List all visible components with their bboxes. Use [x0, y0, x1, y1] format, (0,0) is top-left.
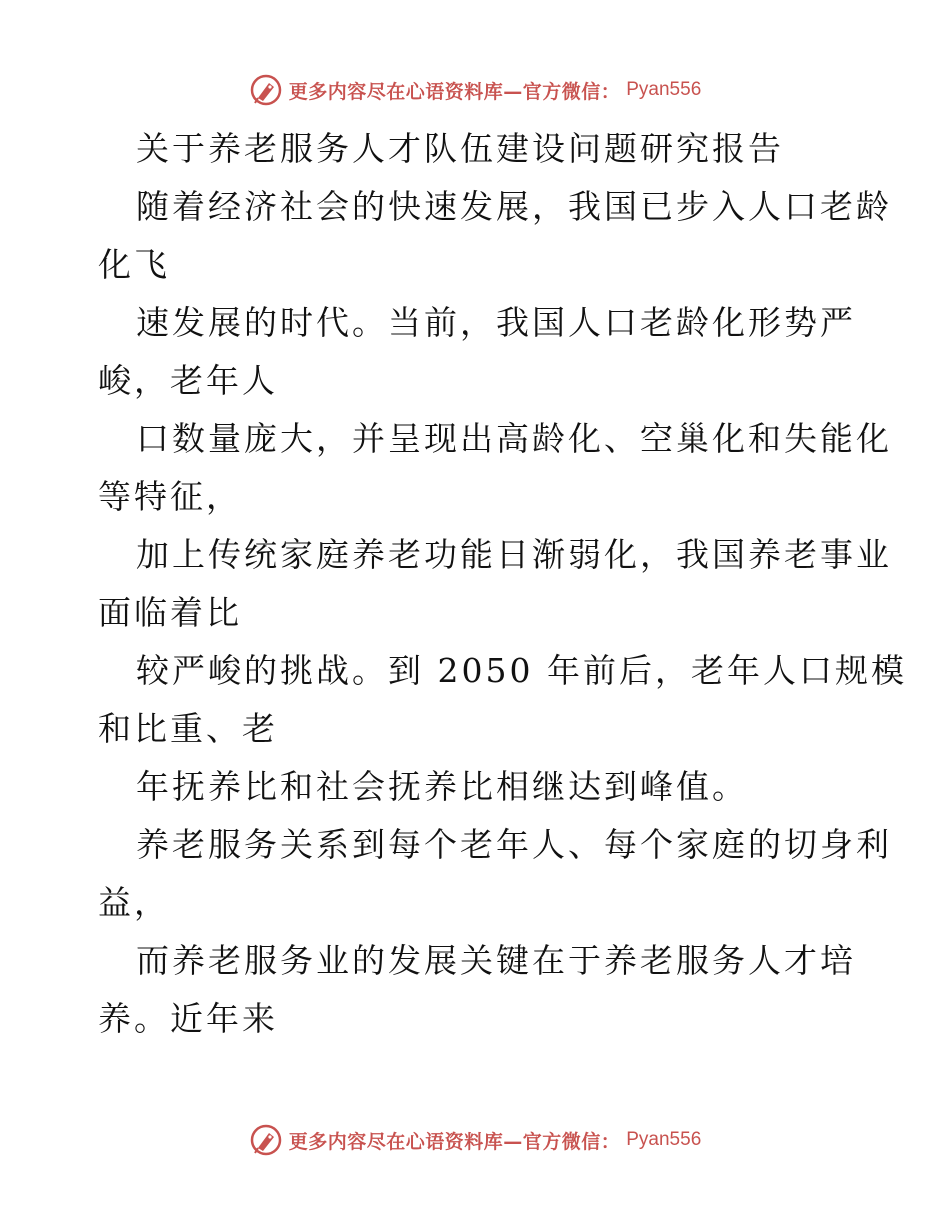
text-line: 随着经济社会的快速发展，我国已步入人口老龄 — [136, 187, 892, 226]
text-line: 速发展的时代。当前，我国人口老龄化形势严 — [136, 303, 856, 342]
text-line: 口数量庞大，并呈现出高龄化、空巢化和失能化 — [136, 419, 892, 458]
header-watermark — [0, 70, 950, 110]
text-line: 峻，老年人 — [98, 361, 278, 400]
text-line: 而养老服务业的发展关键在于养老服务人才培 — [136, 941, 856, 980]
watermark-wechat-id: Pyan556 — [626, 79, 702, 100]
text-line: 化飞 — [98, 245, 170, 284]
document-title: 关于养老服务人才队伍建设问题研究报告 — [136, 129, 784, 168]
text-line: 面临着比 — [98, 593, 242, 632]
text-line: 和比重、老 — [98, 709, 278, 748]
text-line: 加上传统家庭养老功能日渐弱化，我国养老事业 — [136, 535, 892, 574]
watermark-text: 更多内容尽在心语资料库—官方微信： — [288, 1130, 621, 1153]
text-line: 较严峻的挑战。到 2050 年前后，老年人口规模 — [136, 651, 907, 690]
watermark-wechat-id: Pyan556 — [626, 1129, 702, 1150]
text-line: 等特征， — [98, 477, 242, 516]
document-body — [98, 120, 907, 1048]
text-line: 养老服务关系到每个老年人、每个家庭的切身利 — [136, 825, 892, 864]
pen-nib-logo-icon — [249, 73, 283, 107]
text-line: 年抚养比和社会抚养比相继达到峰值。 — [136, 767, 748, 806]
footer-watermark — [0, 1120, 950, 1160]
text-line: 养。近年来 — [98, 999, 278, 1038]
text-line: 益， — [98, 883, 170, 922]
pen-nib-logo-icon — [249, 1123, 283, 1157]
watermark-text: 更多内容尽在心语资料库—官方微信： — [288, 80, 621, 103]
